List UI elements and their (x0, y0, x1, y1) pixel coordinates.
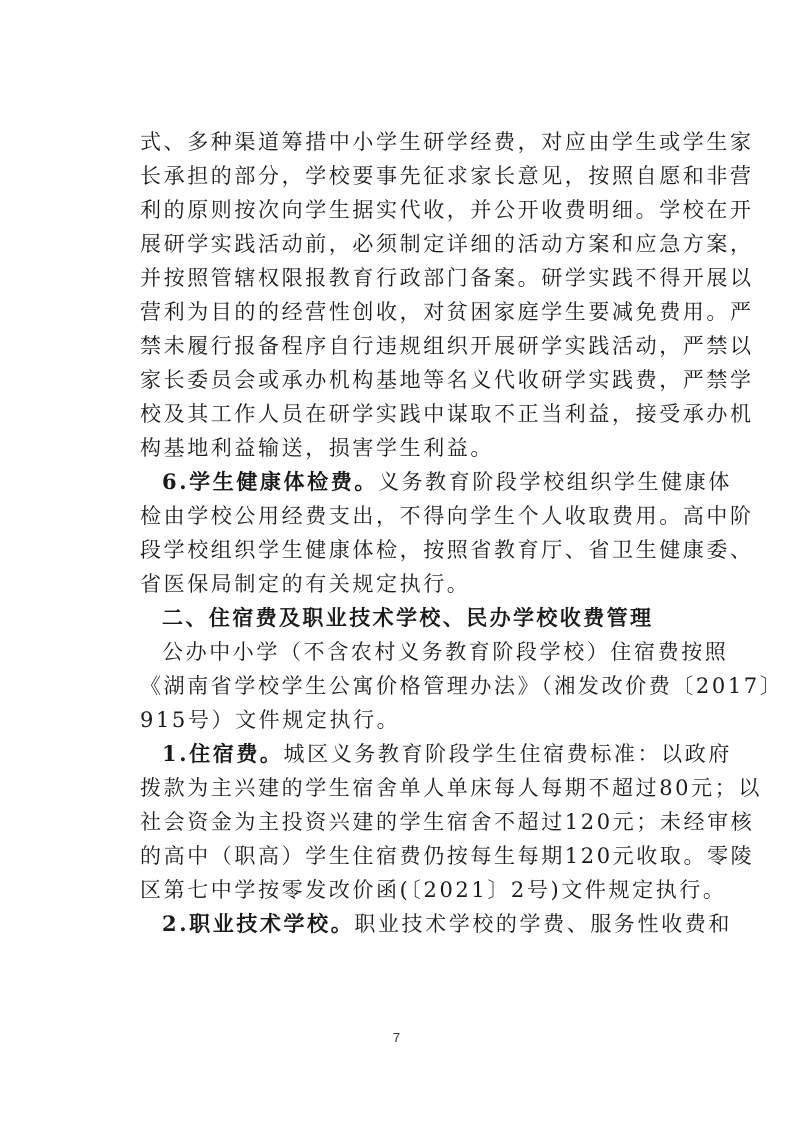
item-1-title: 1.住宿费。 (162, 741, 284, 766)
body-line: 式、多种渠道筹措中小学生研学经费，对应由学生或学生家 (140, 130, 754, 154)
item-2-text: 职业技术学校的学费、服务性收费和 (354, 912, 732, 936)
body-line: 构基地利益输送，损害学生利益。 (140, 436, 494, 460)
body-line: 检由学校公用经费支出，不得向学生个人收取费用。高中阶 (140, 504, 754, 528)
body-line: 的高中（职高）学生住宿费仍按每生每期120元收取。零陵 (140, 844, 755, 868)
body-line: 校及其工作人员在研学实践中谋取不正当利益，接受承办机 (140, 402, 754, 426)
item-6-title: 6.学生健康体检费。 (162, 469, 378, 494)
section-heading: 二、住宿费及职业技术学校、民办学校收费管理 (162, 605, 654, 630)
body-line: 《湖南省学校学生公寓价格管理办法》（湘发改价费〔2017〕 (140, 674, 784, 698)
page-number: 7 (392, 1030, 401, 1045)
body-line: 公办中小学（不含农村义务教育阶段学校）住宿费按照 (162, 640, 729, 664)
item-2-first-line (162, 911, 732, 936)
item-6-first-line (162, 469, 732, 494)
body-line: 915号）文件规定执行。 (140, 708, 401, 732)
body-line: 段学校组织学生健康体检，按照省教育厅、省卫生健康委、 (140, 538, 754, 562)
item-2-title: 2.职业技术学校。 (162, 911, 355, 936)
item-6-text: 义务教育阶段学校组织学生健康体 (377, 470, 732, 494)
body-line: 区第七中学按零发改价函(〔2021〕2号)文件规定执行。 (140, 878, 727, 902)
item-1-first-line (162, 741, 732, 766)
body-line: 社会资金为主投资兴建的学生宿舍不超过120元；未经审核 (140, 810, 755, 834)
body-line: 长承担的部分，学校要事先征求家长意见，按照自愿和非营 (140, 164, 754, 188)
body-line: 拨款为主兴建的学生宿舍单人单床每人每期不超过80元；以 (140, 776, 762, 800)
body-line: 省医保局制定的有关规定执行。 (140, 572, 471, 596)
body-line: 并按照管辖权限报教育行政部门备案。研学实践不得开展以 (140, 266, 754, 290)
body-line: 家长委员会或承办机构基地等名义代收研学实践费，严禁学 (140, 368, 754, 392)
body-line: 展研学实践活动前，必须制定详细的活动方案和应急方案， (140, 232, 754, 256)
body-line: 禁未履行报备程序自行违规组织开展研学实践活动，严禁以 (140, 334, 754, 358)
item-1-text: 城区义务教育阶段学生住宿费标准：以政府 (283, 742, 732, 766)
body-line: 利的原则按次向学生据实代收，并公开收费明细。学校在开 (140, 198, 754, 222)
body-line: 营利为目的的经营性创收，对贫困家庭学生要减免费用。严 (140, 300, 754, 324)
